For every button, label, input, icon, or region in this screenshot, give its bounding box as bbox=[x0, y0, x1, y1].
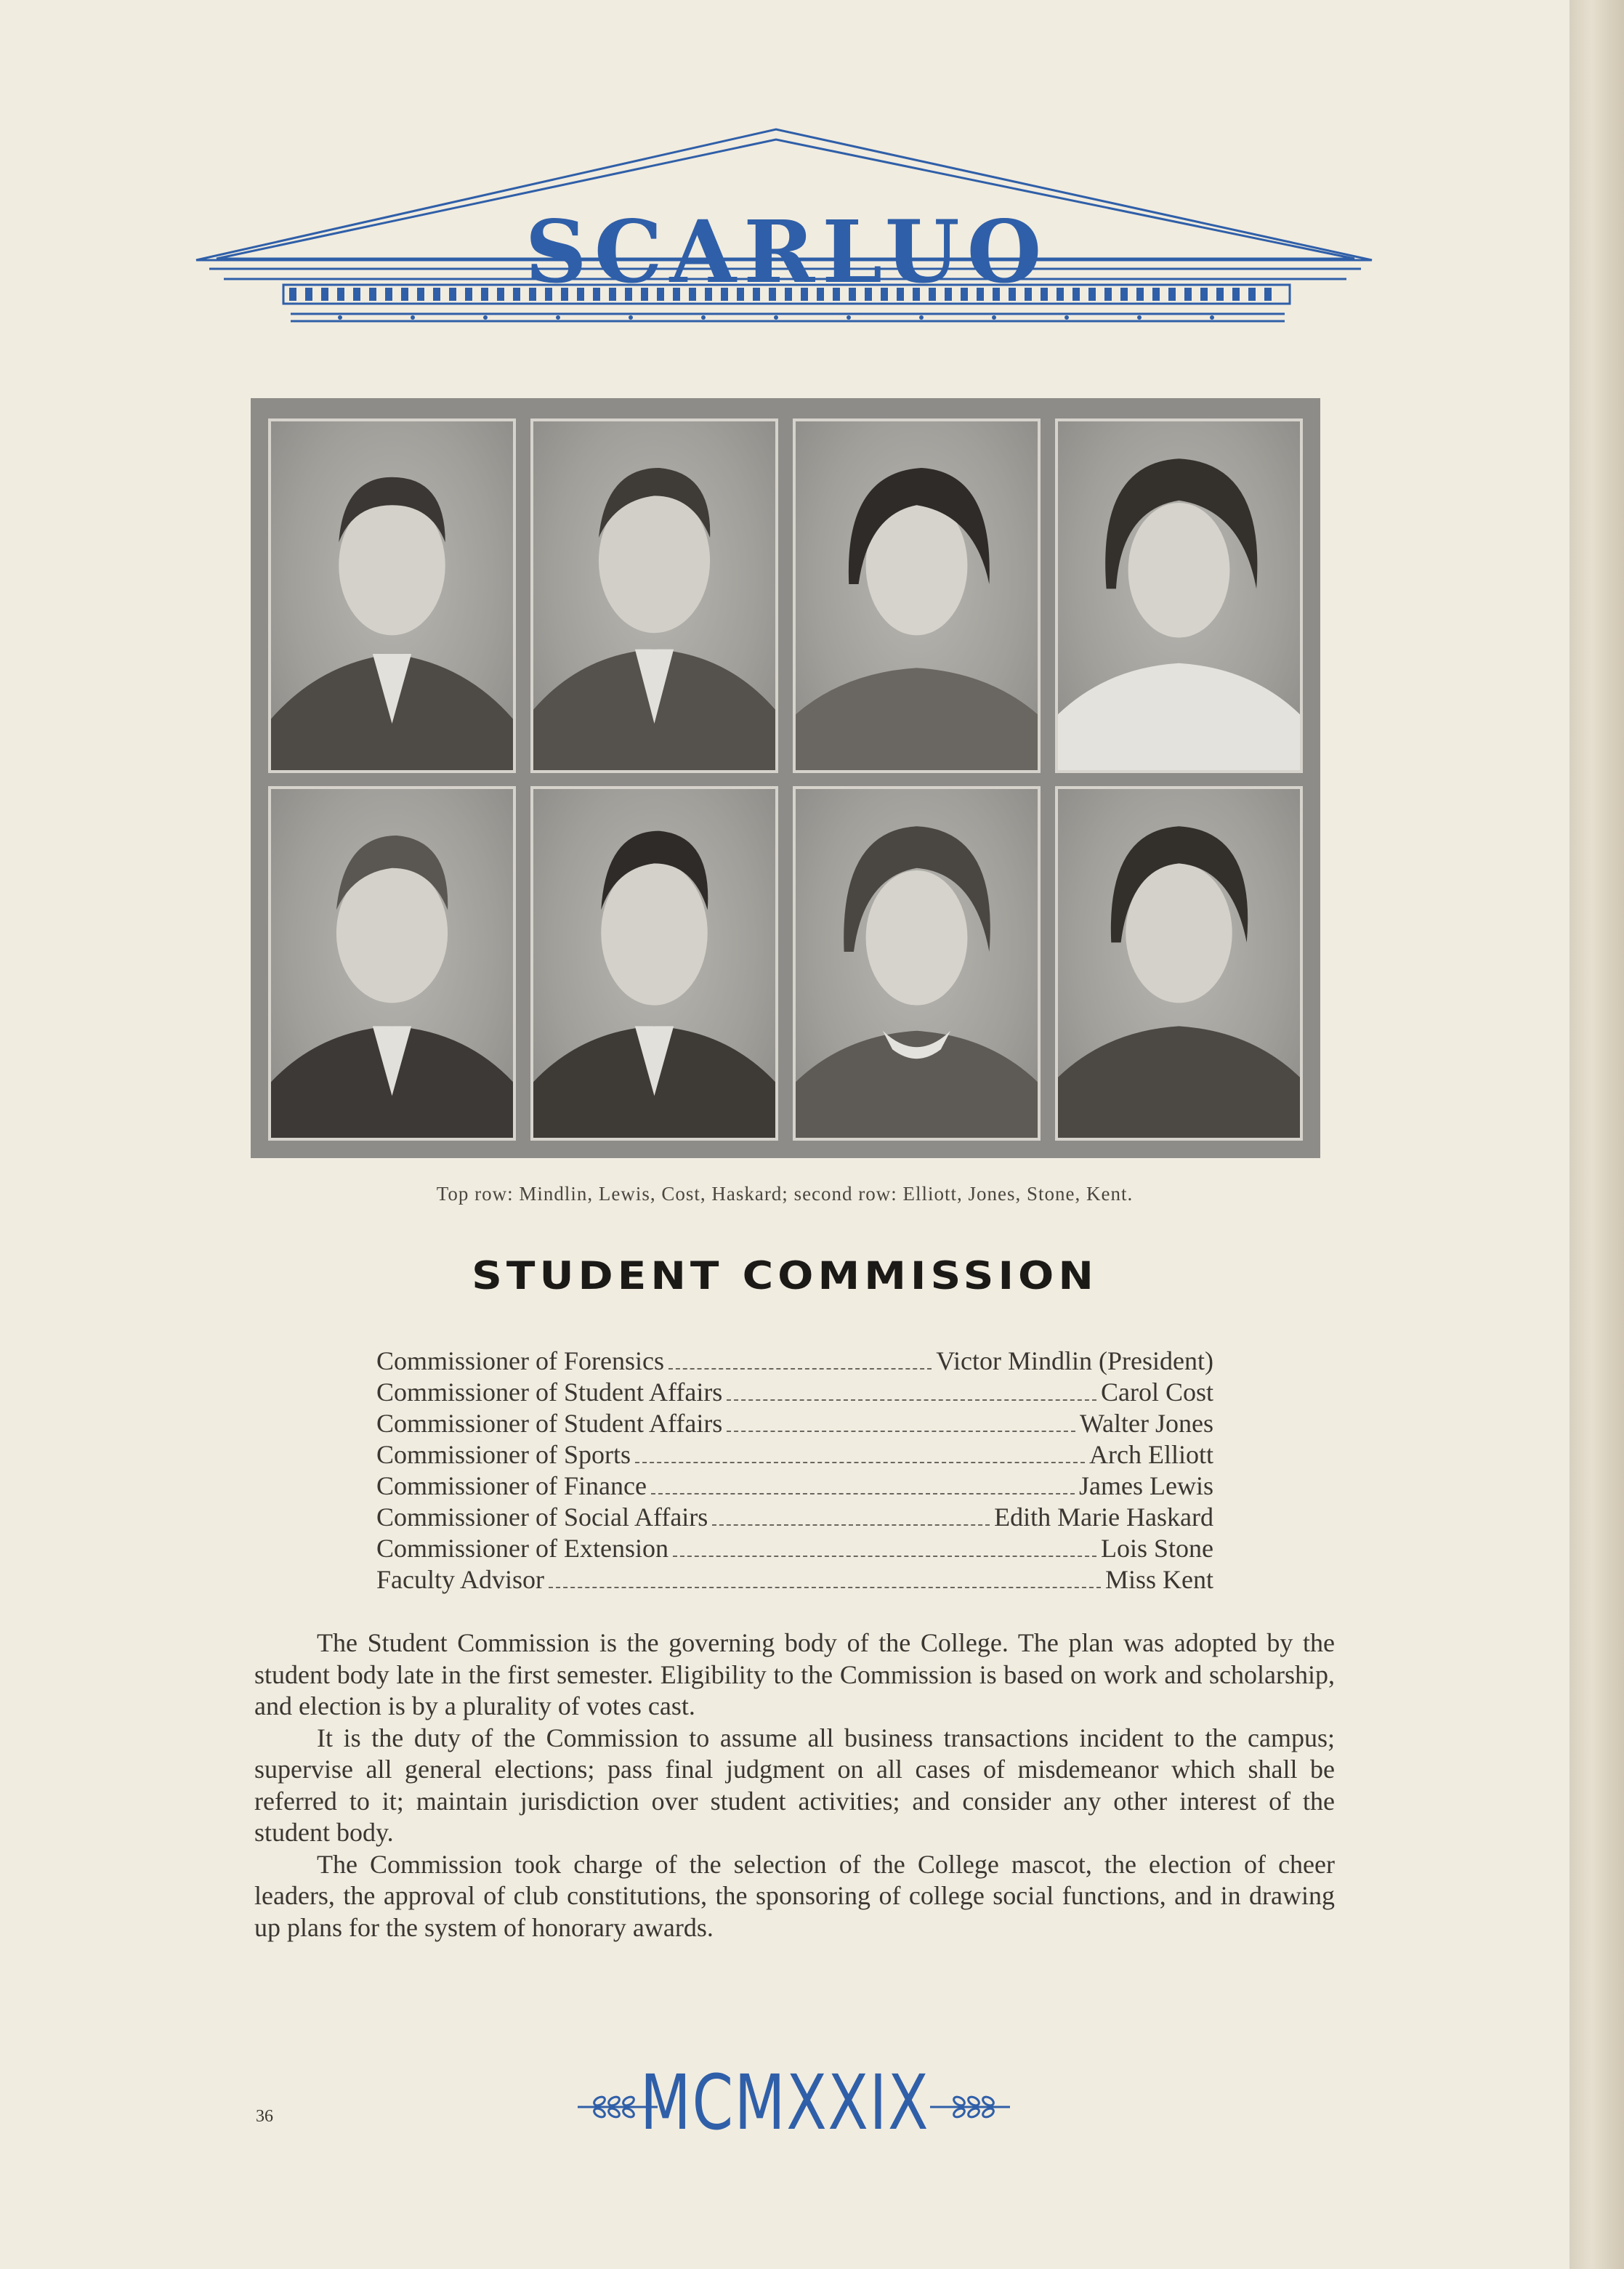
roster-office: Commissioner of Student Affairs bbox=[376, 1378, 723, 1407]
commission-roster bbox=[376, 1346, 1213, 1595]
roster-office: Commissioner of Forensics bbox=[376, 1346, 664, 1375]
roster-office: Faculty Advisor bbox=[376, 1565, 544, 1594]
portrait-mindlin bbox=[268, 418, 516, 773]
paragraph: It is the duty of the Commission to assume all business transactions incident to the campus; supervise all general elections; pass final judgment on all cases of misdemeanor which shall be referred to it; maintain jurisdiction over student activities; and consider any other interest of the student body. bbox=[254, 1723, 1335, 1847]
portrait-jones bbox=[530, 786, 778, 1141]
roster-row bbox=[376, 1533, 1213, 1564]
roster-row bbox=[376, 1502, 1213, 1533]
portrait-stone bbox=[793, 786, 1041, 1141]
roster-name: Carol Cost bbox=[1100, 1378, 1213, 1407]
dotted-leader bbox=[635, 1462, 1085, 1463]
page-number: 36 bbox=[256, 2107, 273, 2126]
person-icon bbox=[796, 789, 1038, 1138]
photo-caption: Top row: Mindlin, Lewis, Cost, Haskard; second row: Elliott, Jones, Stone, Kent. bbox=[436, 1183, 1134, 1205]
roster-name: Walter Jones bbox=[1079, 1409, 1213, 1438]
roster-row bbox=[376, 1408, 1213, 1439]
portrait-lewis bbox=[530, 418, 778, 773]
portrait-kent bbox=[1055, 786, 1303, 1141]
dotted-leader bbox=[673, 1556, 1096, 1557]
roster-office: Commissioner of Sports bbox=[376, 1440, 631, 1469]
masthead bbox=[195, 124, 1379, 349]
roster-office: Commissioner of Social Affairs bbox=[376, 1502, 708, 1532]
person-icon bbox=[271, 789, 513, 1138]
roster-name: Miss Kent bbox=[1104, 1565, 1213, 1594]
person-icon bbox=[271, 421, 513, 770]
dotted-leader bbox=[727, 1431, 1075, 1432]
dotted-leader bbox=[727, 1399, 1096, 1401]
masthead-title: SCARLUO bbox=[525, 201, 1049, 302]
person-icon bbox=[533, 789, 775, 1138]
roster-row bbox=[376, 1346, 1213, 1377]
footer-year: MCMXXIX bbox=[639, 2058, 930, 2147]
roster-name: Victor Mindlin (President) bbox=[936, 1346, 1213, 1375]
page-edge bbox=[1570, 0, 1624, 2269]
section-title: STUDENT COMMISSION bbox=[472, 1253, 1098, 1298]
roster-office: Commissioner of Student Affairs bbox=[376, 1409, 723, 1438]
dotted-leader bbox=[651, 1493, 1075, 1495]
dotted-leader bbox=[549, 1587, 1101, 1588]
laurel-right-icon bbox=[930, 2092, 1010, 2122]
roster-office: Commissioner of Extension bbox=[376, 1534, 668, 1563]
roster-name: James Lewis bbox=[1079, 1471, 1213, 1500]
portrait-grid bbox=[251, 398, 1320, 1158]
dotted-leader bbox=[668, 1368, 932, 1370]
paragraph: The Student Commission is the governing body of the College. The plan was adopted by the student body late in the first semester. Eligibility to the Commission is based on work and scholarship, and election is by a plurality of votes cast. bbox=[254, 1628, 1335, 1720]
roster-name: Lois Stone bbox=[1100, 1534, 1213, 1563]
roster-name: Edith Marie Haskard bbox=[994, 1502, 1213, 1532]
body-text bbox=[254, 1627, 1335, 1944]
person-icon bbox=[796, 421, 1038, 770]
person-icon bbox=[533, 421, 775, 770]
person-icon bbox=[1058, 789, 1300, 1138]
portrait-haskard bbox=[1055, 418, 1303, 773]
roster-row bbox=[376, 1471, 1213, 1502]
roster-row bbox=[376, 1564, 1213, 1595]
portrait-elliott bbox=[268, 786, 516, 1141]
paragraph: The Commission took charge of the selection of the College mascot, the election of cheer leaders, the approval of club constitutions, the sponsoring of college social functions, and in drawing up plans for the system of honorary awards. bbox=[254, 1849, 1335, 1942]
roster-row bbox=[376, 1377, 1213, 1408]
roster-office: Commissioner of Finance bbox=[376, 1471, 647, 1500]
dotted-leader bbox=[712, 1524, 990, 1526]
roster-row bbox=[376, 1439, 1213, 1471]
roster-name: Arch Elliott bbox=[1089, 1440, 1213, 1469]
portrait-cost bbox=[793, 418, 1041, 773]
person-icon bbox=[1058, 421, 1300, 770]
